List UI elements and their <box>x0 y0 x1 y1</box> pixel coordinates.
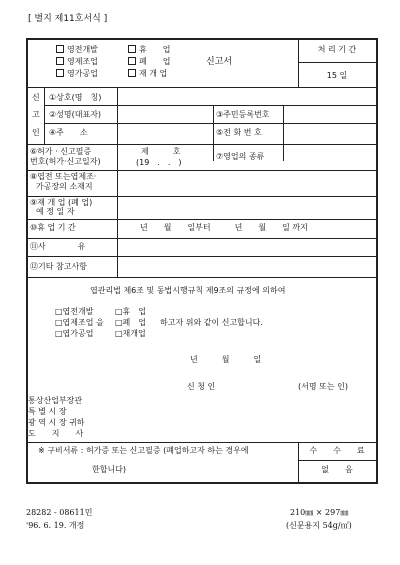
suspension-period-label: ⑩휴 업 기 간 <box>30 223 76 232</box>
statement-action-1: □휴 업 <box>115 307 147 316</box>
revision-date: '96. 6. 19. 개정 <box>26 521 85 530</box>
reason-label: ⑪사 유 <box>30 242 86 251</box>
fee-label: 수 수 료 <box>309 446 365 455</box>
form-number-tag: [ 별지 제11호서식 ] <box>28 14 108 24</box>
business-type-label: ⑦영업의 종류 <box>216 152 265 161</box>
recipient-1: 통상산업부장관 <box>28 396 83 405</box>
process-period-value: 15 일 <box>326 71 348 80</box>
action-option-reopen[interactable]: 재 개 업 <box>128 69 167 79</box>
side-label-3: 인 <box>32 128 40 137</box>
required-docs-line-2: 한합니다) <box>92 465 127 474</box>
required-docs-line-1: ※ 구비서류 : 허가증 또는 신고필증 (폐업하고자 하는 경우에 <box>38 446 249 455</box>
action-option-close[interactable]: 폐 업 <box>128 57 170 67</box>
legal-basis-text: 엽관리법 제6조 및 동법시행규칙 제9조의 규정에 의하여 <box>90 286 286 295</box>
recipient-4: 도 지 사 <box>28 429 84 438</box>
process-period-label: 처 리 기 간 <box>317 45 357 54</box>
applicant-signature-label: 신 청 인 <box>187 382 216 391</box>
location-label-2: 가공장의 소재지 <box>36 182 93 191</box>
phone-label: ⑤전 화 번 호 <box>216 128 262 137</box>
statement-type-2: □엽제조업 을 <box>55 318 104 327</box>
statement-declaration: 하고자 위와 같이 신고합니다. <box>160 318 263 327</box>
form-code: 28282 - 08611민 <box>26 508 93 517</box>
statement-date: 년 월 일 <box>190 355 262 364</box>
permit-number-label-1: ⑥허가 · 신고필증 <box>30 147 92 156</box>
paper-type: (신문용지 54g/㎡) <box>286 521 352 530</box>
type-option-mfg[interactable]: 영제조업 <box>56 57 98 67</box>
address-label: ④주 소 <box>49 128 88 137</box>
recipient-3: 광 역 시 장 귀하 <box>28 418 85 427</box>
type-option-dev[interactable]: 영전개발 <box>56 45 98 55</box>
permit-number-label-2: 번호(허가·신고일자) <box>30 157 101 166</box>
reopen-date-label-2: 예 정 일 자 <box>36 207 75 216</box>
side-label-1: 신 <box>32 93 40 102</box>
statement-type-1: □엽전개발 <box>55 307 94 316</box>
reopen-date-label-1: ⑨재 개 업 (폐 업) <box>30 198 93 207</box>
location-label-1: ⑧엽전 또는엽제조· <box>30 172 97 181</box>
resident-number-label: ③주민등록번호 <box>216 110 270 119</box>
type-option-proc[interactable]: 영가공업 <box>56 69 98 79</box>
recipient-2: 특 별 시 장 <box>28 407 67 416</box>
notes-label: ⑫기타 참고사항 <box>30 262 87 271</box>
fee-value: 없 음 <box>321 465 353 474</box>
permit-date-value: (19 . . ) <box>136 158 182 167</box>
business-name-label: ①상호(명 칭) <box>49 93 102 102</box>
paper-size: 210㎜ × 297㎜ <box>290 508 349 517</box>
statement-type-3: □엽가공업 <box>55 329 94 338</box>
signature-hint: (서명 또는 인) <box>298 382 348 391</box>
form-title: 신고서 <box>206 57 233 67</box>
action-option-suspend[interactable]: 휴 업 <box>128 45 170 55</box>
permit-number-value: 제 호 <box>141 147 181 156</box>
statement-action-3: □재개업 <box>115 329 146 338</box>
side-label-2: 고 <box>32 110 40 119</box>
suspension-period-value: 년 월 일부터 년 월 일 까지 <box>140 223 308 232</box>
statement-action-2: □폐 업 <box>115 318 147 327</box>
representative-label: ②성명(대표자) <box>49 110 102 119</box>
